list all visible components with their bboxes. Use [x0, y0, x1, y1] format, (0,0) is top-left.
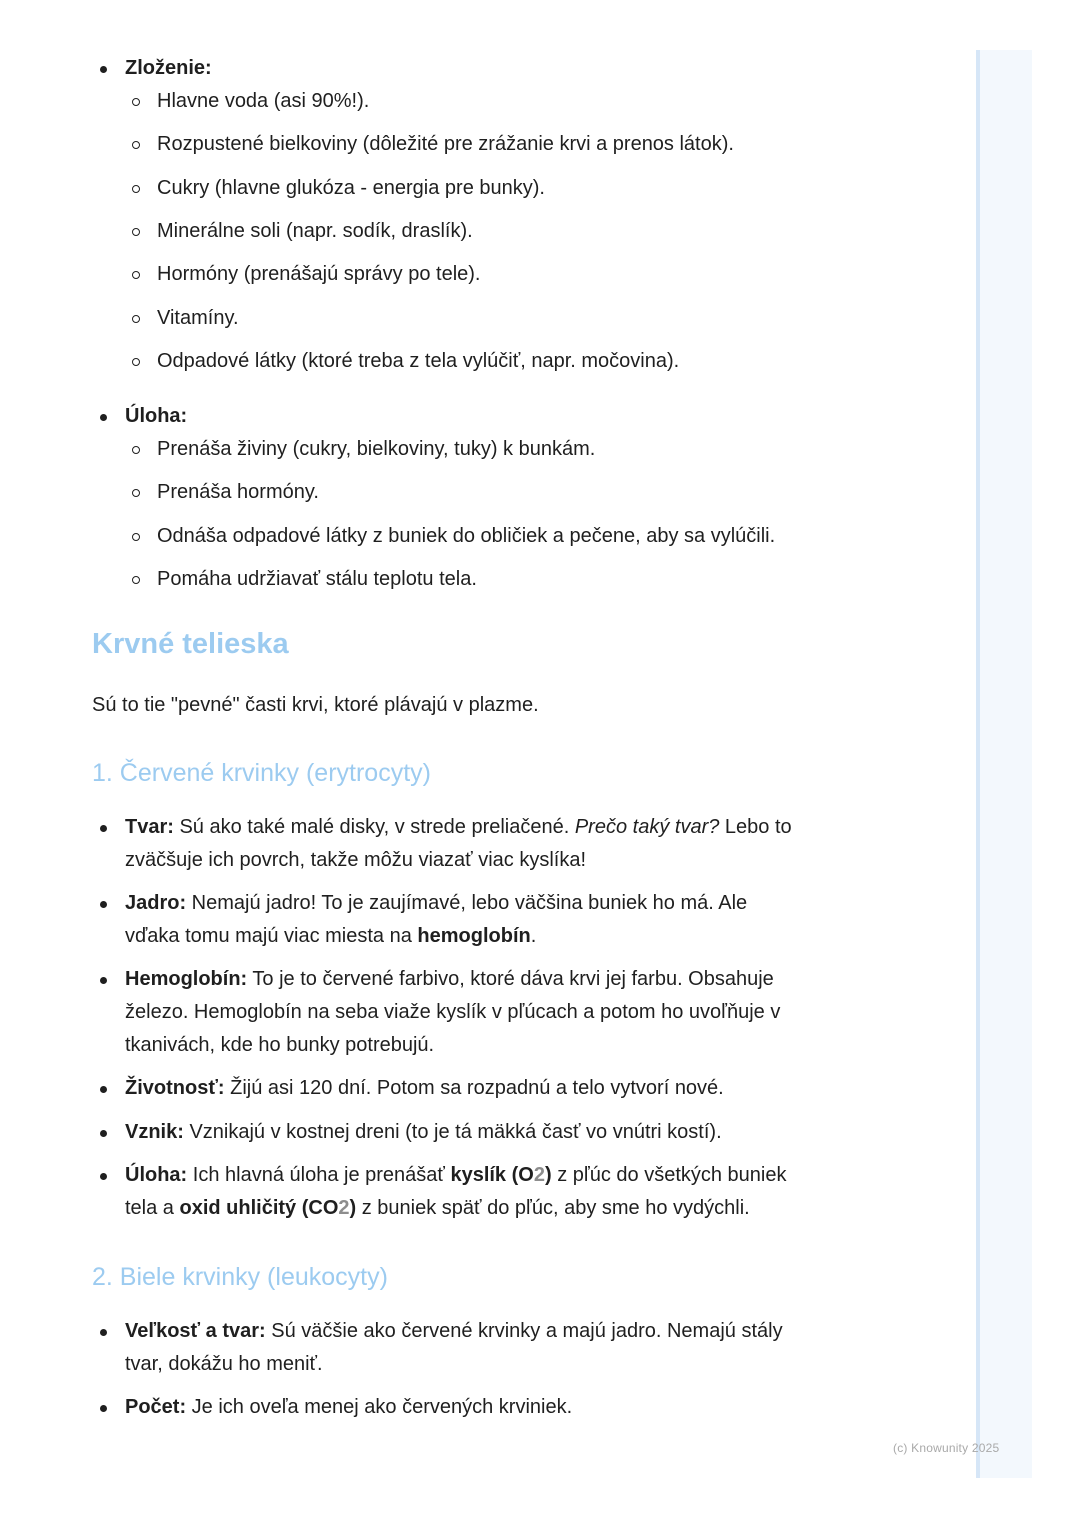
- role-title: Úloha:: [125, 405, 188, 427]
- right-margin-panel: [976, 50, 1032, 1478]
- list-item: Hemoglobín: To je to červené farbivo, ktoré dáva krvi jej farbu. Obsahuje železo. Hemoglobín na seba viaže kyslík v pľúcach a potom ho uvoľňuje v tkanivách, kde ho bunky potrebujú.: [100, 963, 830, 1062]
- section-heading-blood-cells: Krvné telieska: [92, 628, 289, 660]
- blood-cells-intro: Sú to tie "pevné" časti krvi, ktoré plávajú v plazme.: [92, 694, 539, 716]
- list-item: Úloha: Ich hlavná úloha je prenášať kyslík (O2) z pľúc do všetkých buniek tela a oxid uhličitý (CO2) z buniek späť do pľúc, aby sme ho vydýchli.: [100, 1159, 830, 1225]
- list-item: Počet: Je ich oveľa menej ako červených krviniek.: [100, 1391, 830, 1424]
- list-item: Životnosť: Žijú asi 120 dní. Potom sa rozpadnú a telo vytvorí nové.: [100, 1072, 830, 1105]
- heading-white-blood-cells: 2. Biele krvinky (leukocyty): [92, 1263, 388, 1291]
- list-item: Tvar: Sú ako také malé disky, v strede preliačené. Prečo taký tvar? Lebo to zväčšuje ich povrch, takže môžu viazať viac kyslíka!: [100, 811, 830, 877]
- list-item: Vznik: Vznikajú v kostnej dreni (to je tá mäkká časť vo vnútri kostí).: [100, 1116, 830, 1149]
- composition-title: Zloženie:: [125, 57, 212, 79]
- heading-red-blood-cells: 1. Červené krvinky (erytrocyty): [92, 759, 431, 787]
- copyright-footer: (c) Knowunity 2025: [893, 1441, 1000, 1455]
- list-item: Jadro: Nemajú jadro! To je zaujímavé, lebo väčšina buniek ho má. Ale vďaka tomu majú viac miesta na hemoglobín.: [100, 887, 830, 953]
- list-item: Veľkosť a tvar: Sú väčšie ako červené krvinky a majú jadro. Nemajú stály tvar, dokážu ho meniť.: [100, 1315, 830, 1381]
